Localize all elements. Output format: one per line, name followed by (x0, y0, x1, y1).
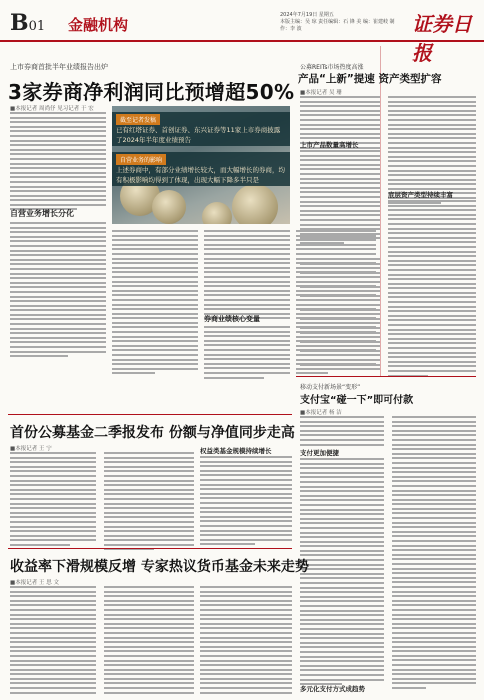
money-fund-byline: ■本报记者 王 思 文 (10, 580, 59, 586)
staff-line: 本版主编：吴 琼 责任编辑：石 锋 美 编：崔建岐 制 作：李 波 (280, 19, 395, 32)
alipay-subhead-1: 支付更加便捷 (300, 449, 339, 457)
bottom-top-rule (8, 548, 292, 549)
alipay-headline: 支付宝“碰一下”即可付款 (300, 395, 414, 406)
infobox-2 (112, 152, 290, 186)
lead-subhead-1: 自营业务增长分化 (10, 209, 74, 218)
money-body-col3 (200, 586, 292, 696)
reits-body-col1b (300, 150, 380, 246)
masthead-meta (280, 12, 400, 33)
fund-report-headline: 首份公募基金二季报发布 份额与净值同步走高 (10, 425, 295, 441)
lead-body-col3b (204, 326, 290, 381)
reits-kicker: 公募REITs市场热度高涨 (300, 64, 364, 71)
money-body-col1 (10, 586, 96, 696)
fund-body-col3 (200, 456, 292, 548)
reits-byline: ■本报记者 吴 珊 (300, 90, 342, 96)
lead-body-col3 (204, 230, 290, 322)
alipay-kicker: 移动支付新场景“变形” (300, 384, 361, 391)
reits-headline: 产品“上新”提速 资产类型扩容 (298, 73, 442, 85)
alipay-body-col1b (300, 458, 384, 688)
reits-body-col1c (300, 258, 380, 373)
coins-photo (112, 106, 290, 224)
reits-body-col2b (388, 200, 476, 379)
lead-byline: ■本报记者 周尚伃 见习记者 于 宏 (10, 106, 94, 112)
alipay-top-rule (296, 376, 476, 377)
reits-subhead-1: 上市产品数量高增长 (300, 141, 359, 149)
fund-report-byline: ■本报记者 王 宁 (10, 446, 52, 452)
infobox-title: 截至记者发稿 (116, 114, 160, 125)
reits-subhead-2: 底层资产类型持续丰富 (388, 191, 453, 199)
page-number: B01 (10, 10, 46, 36)
alipay-body-col2 (392, 416, 476, 692)
section-title: 金融机构 (68, 16, 129, 34)
fund-subhead: 权益类基金规模持续增长 (200, 447, 272, 455)
fund-body-col2 (104, 452, 194, 553)
money-body-col2 (104, 586, 194, 696)
lead-body-col1 (10, 112, 106, 213)
lead-body-col1b (10, 222, 106, 360)
infobox2-text: 上述券商中，有部分业绩增长较大，而大幅增长的券商，均有积极影响均得到了体现，出现大幅下降多半只是 (116, 166, 285, 184)
alipay-body-col1 (300, 416, 384, 448)
infobox2-title: 自营业务的影响 (116, 154, 166, 165)
alipay-byline: ■本报记者 杨 洁 (300, 410, 342, 416)
lead-subhead-2: 券商业绩核心变量 (204, 315, 260, 323)
lead-kicker: 上市券商首批半年业绩报告出炉 (10, 63, 108, 71)
newspaper-logo: 证券日报 (412, 12, 472, 65)
middle-top-rule (8, 414, 292, 415)
lead-body-col2 (112, 230, 198, 377)
date-line: 2024年7月19日 星期五 (280, 12, 334, 18)
column-divider (380, 46, 381, 376)
lead-headline: 3家券商净利润同比预增超50% (8, 80, 295, 104)
money-fund-headline: 收益率下滑规模反增 专家热议货币基金未来走势 (10, 559, 309, 575)
infobox-text: 已有红塔证券、首创证券、东兴证券等11家上市券商披露了2024年半年度业绩预告 (116, 126, 281, 144)
infobox (112, 112, 290, 146)
fund-body-col1 (10, 452, 96, 548)
alipay-subhead-2: 多元化支付方式成趋势 (300, 685, 365, 693)
masthead (0, 0, 484, 65)
